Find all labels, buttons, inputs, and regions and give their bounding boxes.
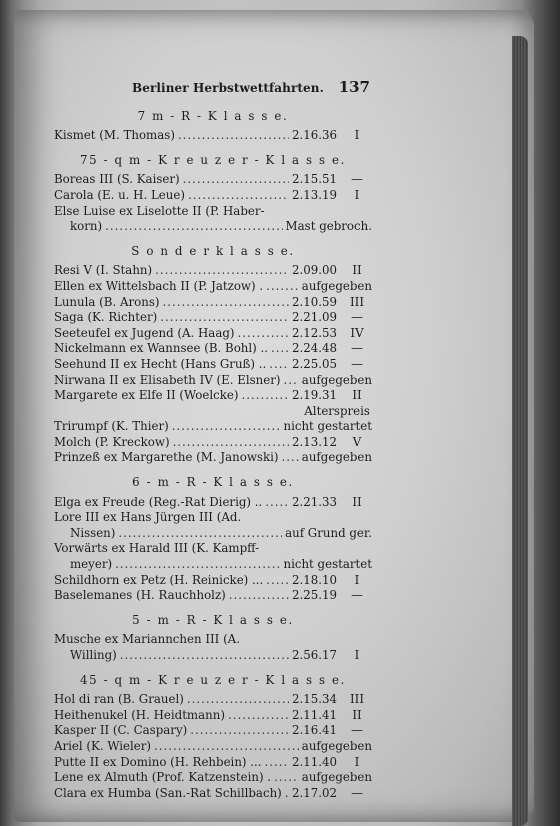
placing: I: [354, 128, 360, 143]
placing: I: [354, 187, 360, 202]
entry-name: Schildhorn ex Petz (H. Reinicke) ...: [54, 572, 264, 587]
finish-time: 2.09.00: [292, 263, 338, 278]
entry-status: aufgegeben: [301, 450, 372, 465]
finish-time: 2.16.41: [292, 723, 338, 738]
class-section: [54, 613, 372, 664]
finish-time: 2.21.09: [292, 310, 338, 325]
result-row: [54, 786, 372, 802]
result-row: [54, 188, 372, 204]
finish-time: 2.10.59: [292, 294, 338, 309]
class-heading: 5 - m - R - K l a s s e.: [132, 612, 294, 627]
leader-dots: [229, 588, 289, 604]
entry-name-continued: Nissen): [70, 525, 116, 540]
entry-name: Baselemanes (H. Rauchholz): [54, 588, 226, 603]
placing: —: [351, 172, 363, 187]
finish-time: 2.24.48: [292, 341, 338, 356]
placing: I: [354, 648, 360, 662]
entry-name: Lunula (B. Arons): [54, 294, 160, 309]
entry-status: aufgegeben: [301, 372, 372, 387]
result-row: [54, 435, 372, 451]
leader-dots: [155, 263, 289, 279]
leader-dots: [265, 755, 289, 771]
result-row: [54, 510, 372, 526]
placing: —: [351, 310, 363, 325]
entry-name: Else Luise ex Liselotte II (P. Haber-: [54, 203, 265, 218]
placing: IV: [350, 325, 364, 340]
placing: II: [352, 707, 362, 722]
finish-time: 2.13.12: [292, 434, 338, 449]
leader-dots: [266, 573, 289, 589]
leader-dots: [120, 648, 289, 664]
placing: I: [354, 754, 360, 769]
result-row: [54, 295, 372, 311]
entry-name: Lore III ex Hans Jürgen III (Ad.: [54, 510, 242, 525]
result-row: [54, 357, 372, 373]
result-row: [54, 341, 372, 357]
placing: II: [352, 263, 362, 278]
leader-dots: [265, 495, 289, 511]
entry-name: Prinzeß ex Margarethe (M. Janowski): [54, 450, 279, 465]
finish-time: 2.21.33: [292, 494, 338, 509]
class-heading: 45 - q m - K r e u z e r - K l a s s e.: [80, 672, 346, 687]
result-row: [54, 326, 372, 342]
running-header: [132, 80, 372, 97]
finish-time: 2.13.19: [292, 187, 338, 202]
result-row: [54, 310, 372, 326]
entry-name: Saga (K. Richter): [54, 310, 158, 325]
class-section: [54, 109, 372, 144]
leader-dots: [274, 770, 299, 786]
entry-name: Elga ex Freude (Reg.-Rat Dierig) ..: [54, 494, 263, 509]
result-row: [54, 588, 372, 604]
result-row: [54, 495, 372, 511]
entry-note: Alterspreis: [304, 403, 370, 418]
leader-dots: [228, 708, 289, 724]
class-heading: S o n d e r k l a s s e.: [131, 243, 295, 258]
entry-name: Resi V (I. Stahn): [54, 263, 153, 278]
leader-dots: [271, 341, 289, 357]
entry-status: nicht gestartet: [283, 419, 372, 434]
result-row-continued: [54, 648, 372, 664]
entry-name: Lene ex Almuth (Prof. Katzenstein) .: [54, 770, 272, 785]
entry-name: Boreas III (S. Kaiser): [54, 172, 180, 187]
result-row: [54, 770, 372, 786]
result-row: [54, 692, 372, 708]
leader-dots: [162, 295, 289, 311]
placing: —: [351, 588, 363, 603]
class-sections: [54, 109, 372, 802]
result-row: [54, 573, 372, 589]
page-edge-stack: [512, 36, 528, 826]
entry-name: Musche ex Mariannchen III (A.: [54, 632, 240, 647]
result-row: [54, 128, 372, 144]
leader-dots: [269, 357, 289, 373]
entry-name: Carola (E. u. H. Leue): [54, 187, 185, 202]
placing: V: [352, 434, 362, 449]
entry-name: Hol di ran (B. Grauel): [54, 692, 184, 707]
placing: III: [350, 692, 364, 707]
leader-dots: [105, 219, 282, 235]
leader-dots: [154, 739, 299, 755]
finish-time: 2.15.34: [292, 692, 338, 707]
finish-time: 2.25.05: [292, 356, 338, 371]
placing: II: [352, 388, 362, 403]
placing: I: [354, 572, 360, 587]
finish-time: 2.15.51: [292, 172, 338, 187]
entry-name: Kasper II (C. Caspary): [54, 723, 188, 738]
entry-name: Trirumpf (K. Thier): [54, 419, 169, 434]
leader-dots: [282, 450, 299, 466]
result-row: [54, 755, 372, 771]
page-number: 137: [338, 78, 370, 96]
class-section: [54, 244, 372, 466]
entry-name: Ariel (K. Wieler): [54, 738, 152, 753]
leader-dots: [285, 786, 289, 802]
running-head: Berliner Herbstwettfahrten.: [132, 81, 324, 95]
result-row: [54, 172, 372, 188]
class-section: [54, 673, 372, 802]
entry-status: auf Grund ger.: [285, 525, 372, 540]
result-row: [54, 708, 372, 724]
finish-time: 2.18.10: [292, 572, 338, 587]
placing: —: [351, 723, 363, 738]
entry-name-continued: meyer): [70, 557, 113, 572]
leader-dots: [188, 188, 289, 204]
leader-dots: [160, 310, 289, 326]
result-row: [54, 388, 372, 404]
leader-dots: [266, 279, 299, 295]
class-section: [54, 153, 372, 235]
leader-dots: [190, 723, 289, 739]
book-page: [14, 10, 534, 822]
entry-name: Ellen ex Wittelsbach II (P. Jatzow) .: [54, 278, 264, 293]
leader-dots: [173, 435, 289, 451]
entry-name-continued: Willing): [70, 648, 117, 662]
result-row-continued: [54, 526, 372, 542]
results-text: [54, 80, 372, 801]
entry-name: Heithenukel (H. Heidtmann): [54, 707, 225, 722]
placing: III: [350, 294, 364, 309]
result-row: [54, 373, 372, 389]
entry-status: Mast gebroch.: [285, 219, 372, 234]
entry-name: Nirwana II ex Elisabeth IV (E. Elsner): [54, 372, 281, 387]
entry-status: aufgegeben: [301, 770, 372, 785]
leader-dots: [238, 326, 289, 342]
finish-time: 2.17.02: [292, 785, 338, 800]
entry-name: Molch (P. Kreckow): [54, 434, 170, 449]
entry-name: Putte II ex Domino (H. Rehbein) ...: [54, 754, 262, 769]
entry-status: aufgegeben: [301, 278, 372, 293]
finish-time: 2.16.36: [292, 128, 338, 143]
entry-name: Nickelmann ex Wannsee (B. Bohl) ..: [54, 341, 269, 356]
result-row-continued: [54, 219, 372, 235]
entry-name: Margarete ex Elfe II (Woelcke): [54, 388, 239, 403]
result-row: [54, 263, 372, 279]
leader-dots: [172, 419, 281, 435]
leader-dots: [115, 557, 280, 573]
finish-time: 2.56.17: [292, 648, 338, 662]
leader-dots: [118, 526, 282, 542]
finish-time: 2.25.19: [292, 588, 338, 603]
class-section: [54, 475, 372, 604]
leader-dots: [178, 128, 289, 144]
result-row-continued: [54, 557, 372, 573]
entry-status: aufgegeben: [301, 738, 372, 753]
entry-name-continued: korn): [70, 219, 103, 234]
result-row: [54, 739, 372, 755]
entry-name: Seehund II ex Hecht (Hans Gruß) ..: [54, 356, 267, 371]
result-row: [54, 723, 372, 739]
finish-time: 2.19.31: [292, 388, 338, 403]
result-row: [54, 541, 372, 557]
result-row: [54, 632, 372, 648]
result-row: [54, 204, 372, 220]
leader-dots: [242, 388, 290, 404]
leader-dots: [187, 692, 289, 708]
finish-time: 2.12.53: [292, 325, 338, 340]
placing: —: [351, 341, 363, 356]
entry-status: nicht gestartet: [283, 557, 372, 572]
leader-dots: [183, 172, 289, 188]
result-row: [54, 450, 372, 466]
finish-time: 2.11.40: [292, 754, 338, 769]
class-heading: 75 - q m - K r e u z e r - K l a s s e.: [80, 152, 346, 167]
result-row: [54, 279, 372, 295]
entry-name: Vorwärts ex Harald III (K. Kampff-: [54, 541, 260, 556]
class-heading: 6 - m - R - K l a s s e.: [132, 475, 294, 490]
finish-time: 2.11.41: [292, 707, 338, 722]
entry-name: Seeteufel ex Jugend (A. Haag): [54, 325, 235, 340]
placing: II: [352, 494, 362, 509]
leader-dots: [283, 373, 298, 389]
placing: —: [351, 785, 363, 800]
entry-name: Clara ex Humba (San.-Rat Schillbach): [54, 785, 282, 800]
result-row: [54, 419, 372, 435]
placing: —: [351, 356, 363, 371]
class-heading: 7 m - R - K l a s s e.: [137, 108, 289, 123]
entry-name: Kismet (M. Thomas): [54, 128, 175, 143]
